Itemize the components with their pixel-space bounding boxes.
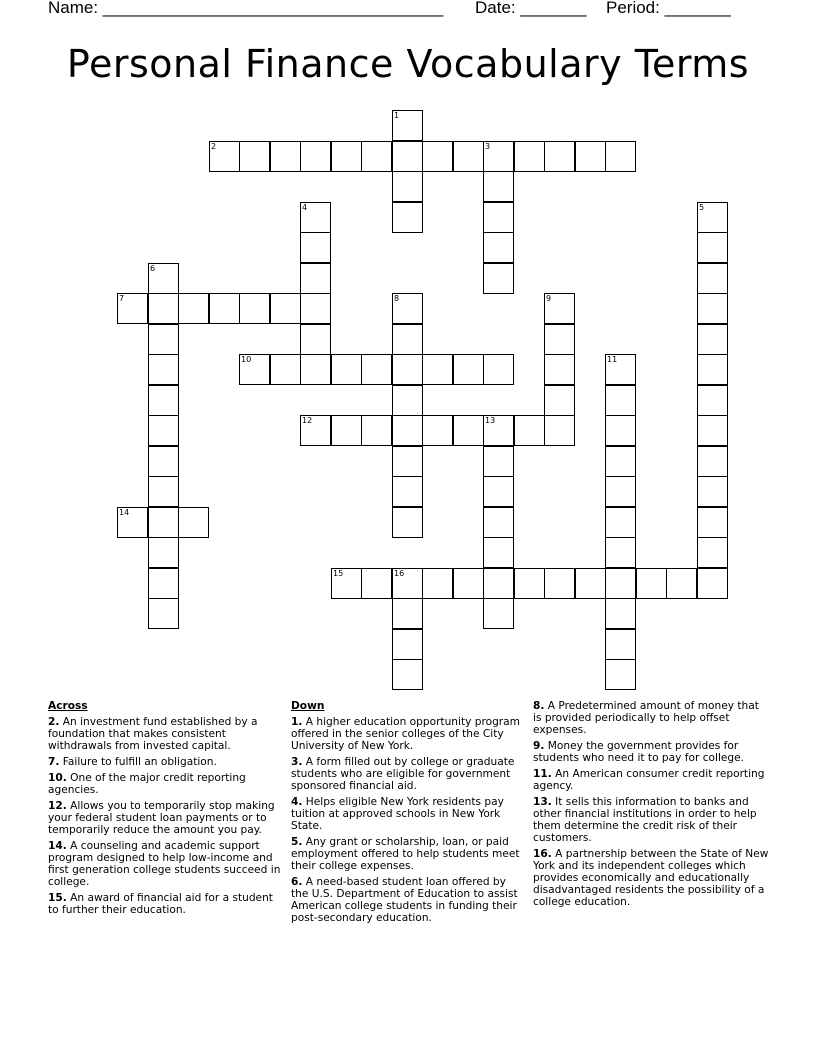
clue-number: 12 [302,416,313,425]
across-clue [48,716,284,752]
clue-number: 2 [211,142,217,151]
crossword-cell[interactable] [697,202,728,233]
clue-number: 5 [699,203,705,212]
clue-number: 16 [394,569,405,578]
crossword-cell[interactable] [392,293,423,324]
crossword-cell[interactable] [148,293,179,324]
crossword-cell[interactable] [300,141,331,172]
crossword-cell[interactable] [575,141,606,172]
clue-text: Helps eligible New York residents pay tuition at approved schools in New York State. [291,796,504,832]
crossword-cell[interactable] [514,415,545,446]
clue-number-label: 2. [48,716,60,728]
crossword-cell[interactable] [300,293,331,324]
crossword-cell[interactable] [331,354,362,385]
clue-number-label: 1. [291,716,303,728]
crossword-cell[interactable] [270,354,301,385]
crossword-cell[interactable] [331,568,362,599]
crossword-cell[interactable] [544,293,575,324]
crossword-cell[interactable] [483,141,514,172]
clue-number-label: 14. [48,840,67,852]
name-field[interactable]: Name: ____________________________________ [48,0,444,17]
clue-number-label: 13. [533,796,552,808]
crossword-cell[interactable] [575,568,606,599]
crossword-cell[interactable] [605,629,636,660]
crossword-cell[interactable] [392,476,423,507]
crossword-cell[interactable] [361,141,392,172]
crossword-cell[interactable] [148,537,179,568]
crossword-cell[interactable] [483,232,514,263]
crossword-cell[interactable] [392,354,423,385]
crossword-cell[interactable] [300,263,331,294]
crossword-cell[interactable] [392,415,423,446]
clue-number: 11 [607,355,618,364]
clue-text: Any grant or scholarship, loan, or paid employment offered to help students meet their college expenses. [291,836,520,872]
clue-text: A counseling and academic support program designed to help low-income and first generation college students succeed in college. [48,840,281,888]
clue-number-label: 11. [533,768,552,780]
across-clue [48,772,284,796]
clue-number-label: 9. [533,740,545,752]
clue-text: A need-based student loan offered by the U.S. Department of Education to assist American college students in funding their post-secondary education. [291,876,518,924]
clue-number: 13 [485,416,496,425]
crossword-cell[interactable] [697,446,728,477]
crossword-cell[interactable] [697,293,728,324]
clue-number-label: 6. [291,876,303,888]
crossword-cell[interactable] [453,415,484,446]
crossword-cell[interactable] [148,354,179,385]
crossword-cell[interactable] [392,629,423,660]
crossword-cell[interactable] [697,263,728,294]
crossword-cell[interactable] [239,293,270,324]
crossword-cell[interactable] [605,385,636,416]
crossword-cell[interactable] [544,415,575,446]
crossword-cell[interactable] [392,598,423,629]
crossword-cell[interactable] [392,110,423,141]
crossword-cell[interactable] [361,415,392,446]
crossword-cell[interactable] [392,446,423,477]
clue-number-label: 12. [48,800,67,812]
down-clue [291,756,523,792]
clue-text: Allows you to temporarily stop making your federal student loan payments or to temporarily reduce the amount you pay. [48,800,275,836]
crossword-cell[interactable] [697,415,728,446]
crossword-cell[interactable] [544,141,575,172]
crossword-cell[interactable] [300,232,331,263]
crossword-cell[interactable] [117,293,148,324]
down-heading: Down [291,700,325,712]
across-heading: Across [48,700,88,712]
clue-number: 14 [119,508,130,517]
clue-text: An American consumer credit reporting agency. [533,768,765,792]
crossword-cell[interactable] [483,202,514,233]
clue-text: A form filled out by college or graduate students who are eligible for government sponsored financial aid. [291,756,515,792]
down-clue [533,768,769,792]
crossword-cell[interactable] [605,354,636,385]
crossword-cell[interactable] [148,324,179,355]
crossword-cell[interactable] [361,568,392,599]
crossword-cell[interactable] [148,568,179,599]
crossword-cell[interactable] [300,202,331,233]
down-clue [533,796,769,844]
crossword-cell[interactable] [483,415,514,446]
clue-number-label: 16. [533,848,552,860]
crossword-cell[interactable] [514,141,545,172]
crossword-cell[interactable] [544,385,575,416]
clue-number: 8 [394,294,400,303]
crossword-cell[interactable] [453,354,484,385]
crossword-cell[interactable] [148,263,179,294]
page-title: Personal Finance Vocabulary Terms [66,42,750,86]
crossword-cell[interactable] [483,476,514,507]
crossword-cell[interactable] [483,537,514,568]
crossword-cell[interactable] [209,293,240,324]
clue-text: A higher education opportunity program offered in the senior colleges of the City University of New York. [291,716,520,752]
clue-number-label: 7. [48,756,60,768]
crossword-cell[interactable] [605,598,636,629]
crossword-cell[interactable] [483,354,514,385]
crossword-cell[interactable] [392,385,423,416]
clue-number-label: 15. [48,892,67,904]
crossword-cell[interactable] [300,354,331,385]
crossword-cell[interactable] [270,141,301,172]
crossword-cell[interactable] [544,568,575,599]
date-field[interactable]: Date: _______ [475,0,587,17]
crossword-cell[interactable] [483,598,514,629]
crossword-cell[interactable] [422,354,453,385]
crossword-cell[interactable] [392,659,423,690]
crossword-cell[interactable] [483,446,514,477]
clue-number-label: 4. [291,796,303,808]
crossword-cell[interactable] [148,385,179,416]
crossword-cell[interactable] [239,141,270,172]
clue-number: 1 [394,111,400,120]
crossword-cell[interactable] [148,415,179,446]
crossword-cell[interactable] [605,415,636,446]
clue-number-label: 10. [48,772,67,784]
crossword-cell[interactable] [392,171,423,202]
clue-number: 3 [485,142,491,151]
crossword-cell[interactable] [392,507,423,538]
down-clue [291,836,523,872]
crossword-cell[interactable] [148,446,179,477]
crossword-cell[interactable] [544,354,575,385]
clue-number: 7 [119,294,125,303]
crossword-cell[interactable] [697,324,728,355]
period-field[interactable]: Period: _______ [606,0,731,17]
across-clue [48,800,284,836]
down-clues-continued [533,700,769,912]
crossword-cell[interactable] [514,568,545,599]
clue-text: It sells this information to banks and other financial institutions in order to help them determine the credit risk of their customers. [533,796,757,844]
crossword-cell[interactable] [392,141,423,172]
crossword-cell[interactable] [483,568,514,599]
crossword-cell[interactable] [270,293,301,324]
down-clue [533,700,769,736]
crossword-cell[interactable] [697,537,728,568]
clue-number: 10 [241,355,252,364]
crossword-cell[interactable] [148,476,179,507]
crossword-cell[interactable] [361,354,392,385]
crossword-cell[interactable] [209,141,240,172]
clue-number: 15 [333,569,344,578]
down-clue [291,716,523,752]
crossword-cell[interactable] [300,324,331,355]
clue-text: An award of financial aid for a student to further their education. [48,892,273,916]
clue-number: 9 [546,294,552,303]
crossword-cell[interactable] [605,659,636,690]
clue-number-label: 3. [291,756,303,768]
crossword-cell[interactable] [666,568,697,599]
across-clues [48,700,284,920]
crossword-cell[interactable] [605,476,636,507]
down-clue [533,740,769,764]
crossword-cell[interactable] [178,293,209,324]
crossword-cell[interactable] [148,507,179,538]
across-clue [48,840,284,888]
crossword-cell[interactable] [697,476,728,507]
crossword-cell[interactable] [605,446,636,477]
crossword-cell[interactable] [331,141,362,172]
crossword-cell[interactable] [544,324,575,355]
crossword-cell[interactable] [483,171,514,202]
crossword-cell[interactable] [483,263,514,294]
crossword-cell[interactable] [605,141,636,172]
crossword-cell[interactable] [453,141,484,172]
crossword-cell[interactable] [605,537,636,568]
down-clue [291,796,523,832]
crossword-cell[interactable] [697,568,728,599]
crossword-cell[interactable] [117,507,148,538]
crossword-cell[interactable] [422,415,453,446]
crossword-cell[interactable] [422,141,453,172]
clue-number: 6 [150,264,156,273]
crossword-cell[interactable] [483,507,514,538]
down-clue [533,848,769,908]
crossword-cell[interactable] [392,324,423,355]
crossword-cell[interactable] [605,568,636,599]
clue-text: One of the major credit reporting agencies. [48,772,246,796]
across-clue [48,892,284,916]
crossword-cell[interactable] [239,354,270,385]
clue-number-label: 8. [533,700,545,712]
crossword-cell[interactable] [392,568,423,599]
clue-number: 4 [302,203,308,212]
crossword-cell[interactable] [331,415,362,446]
crossword-cell[interactable] [605,507,636,538]
down-clue [291,876,523,924]
crossword-cell[interactable] [697,354,728,385]
clue-text: Failure to fulfill an obligation. [59,756,217,768]
down-clues [291,700,523,928]
crossword-cell[interactable] [697,232,728,263]
clue-text: A Predetermined amount of money that is provided periodically to help offset expenses. [533,700,759,736]
across-clue [48,756,284,768]
clue-text: A partnership between the State of New York and its independent colleges which provides economically and educationally disadvantaged residents the possibility of a college education. [533,848,769,908]
crossword-cell[interactable] [300,415,331,446]
crossword-cell[interactable] [697,385,728,416]
crossword-cell[interactable] [148,598,179,629]
crossword-cell[interactable] [453,568,484,599]
crossword-cell[interactable] [392,202,423,233]
clue-number-label: 5. [291,836,303,848]
crossword-cell[interactable] [636,568,667,599]
crossword-cell[interactable] [697,507,728,538]
clue-text: An investment fund established by a foundation that makes consistent withdrawals from invested capital. [48,716,258,752]
crossword-cell[interactable] [178,507,209,538]
crossword-cell[interactable] [422,568,453,599]
clue-text: Money the government provides for students who need it to pay for college. [533,740,745,764]
